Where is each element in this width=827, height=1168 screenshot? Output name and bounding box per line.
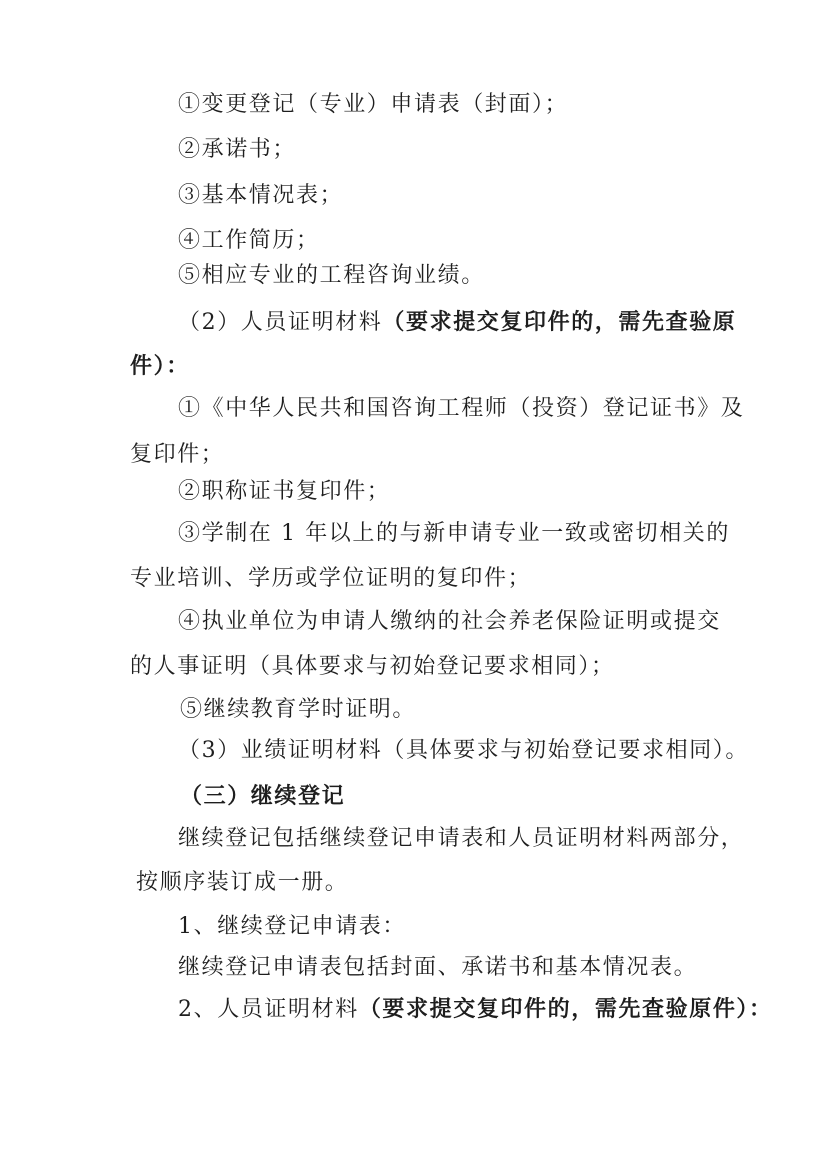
section-personnel-proof-heading	[178, 308, 736, 337]
training-text-b: 年以上的与新申请专业一致或密切相关的	[305, 521, 731, 546]
item-pension-insurance-proof-continued: 的人事证明（具体要求与初始登记要求相同）；	[130, 654, 615, 679]
section-performance-proof: （3）业绩证明材料（具体要求与初始登记要求相同）。	[178, 738, 749, 763]
paragraph-form-contents: 继续登记申请表包括封面、承诺书和基本情况表。	[178, 955, 698, 980]
item-registration-certificate-continued: 复印件；	[130, 442, 225, 467]
personnel-proof-text: 2、人员证明材料	[178, 997, 359, 1022]
item-work-resume: ④工作简历；	[178, 228, 320, 253]
item-training-proof	[178, 520, 730, 548]
item-pension-insurance-proof: ④执业单位为申请人缴纳的社会养老保险证明或提交	[178, 609, 721, 634]
heading-emphasis: （要求提交复印件的，需先查验原	[382, 309, 737, 335]
personnel-proof-emphasis: （要求提交复印件的，需先查验原件）：	[358, 996, 773, 1022]
item-training-proof-continued: 专业培训、学历或学位证明的复印件；	[130, 566, 532, 591]
section-continued-registration-title: （三）继续登记	[180, 783, 346, 809]
paragraph-continued-registration: 继续登记包括继续登记申请表和人员证明材料两部分，	[178, 826, 745, 851]
item-continued-registration-form: 1、继续登记申请表：	[178, 914, 406, 939]
heading-text: （2）人员证明材料	[178, 310, 383, 335]
item-commitment-letter: ②承诺书；	[178, 137, 297, 162]
paragraph-continued-registration-continued: 按顺序装订成一册。	[136, 870, 349, 895]
item-education-hours: ⑤继续教育学时证明。	[180, 697, 417, 722]
item-consulting-performance: ⑤相应专业的工程咨询业绩。	[178, 263, 485, 288]
item-change-registration-form: ①变更登记（专业）申请表（封面）；	[178, 92, 569, 117]
heading-emphasis-continued: 件）：	[130, 353, 190, 379]
item-basic-info-form: ③基本情况表；	[178, 183, 344, 208]
training-text-a: ③学制在	[178, 521, 273, 546]
item-personnel-proof	[178, 995, 773, 1024]
item-registration-certificate: ①《中华人民共和国咨询工程师（投资）登记证书》及	[178, 396, 745, 421]
item-title-certificate: ②职称证书复印件；	[178, 479, 391, 504]
training-years: 1	[272, 521, 306, 546]
